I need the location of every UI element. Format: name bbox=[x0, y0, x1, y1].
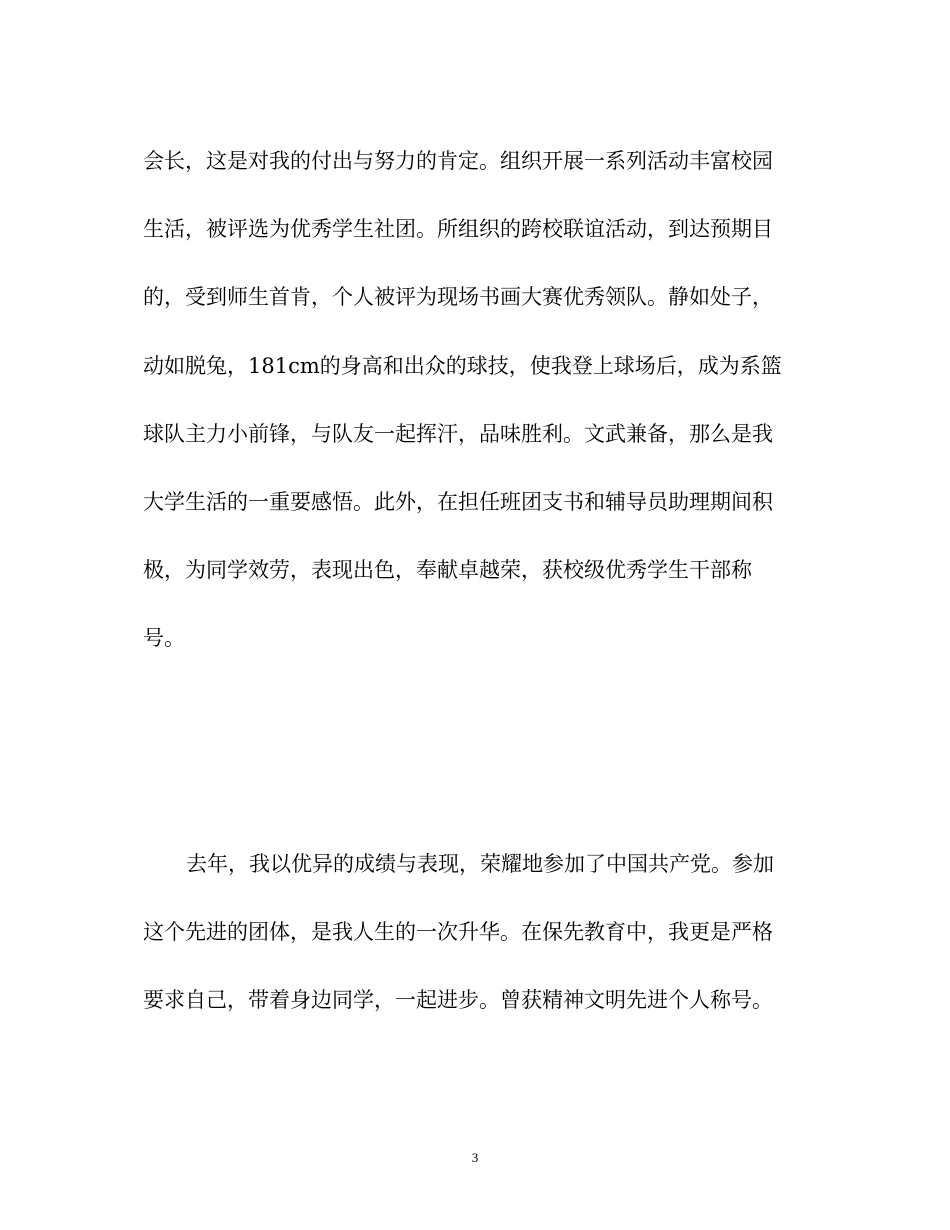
paragraph-line: 这个先进的团体，是我人生的一次升华。在保先教育中，我更是严格 bbox=[143, 920, 773, 944]
paragraph-line: 生活，被评选为优秀学生社团。所组织的跨校联谊活动，到达预期目 bbox=[143, 217, 773, 241]
paragraph-line: 的，受到师生首肯，个人被评为现场书画大赛优秀领队。静如处子， bbox=[143, 285, 773, 309]
paragraph-line: 极，为同学效劳，表现出色，奉献卓越荣，获校级优秀学生干部称 bbox=[143, 558, 752, 582]
paragraph-line: 大学生活的一重要感悟。此外，在担任班团支书和辅导员助理期间积 bbox=[143, 490, 773, 514]
paragraph-line: 会长，这是对我的付出与努力的肯定。组织开展一系列活动丰富校园 bbox=[143, 149, 773, 173]
paragraph-line: 动如脱兔，181cm的身高和出众的球技，使我登上球场后，成为系篮 bbox=[143, 354, 782, 378]
page-number: 3 bbox=[471, 1150, 479, 1165]
paragraph-line: 号。 bbox=[143, 626, 185, 650]
paragraph-line: 球队主力小前锋，与队友一起挥汗，品味胜利。文武兼备，那么是我 bbox=[143, 422, 773, 446]
paragraph-line: 去年，我以优异的成绩与表现，荣耀地参加了中国共产党。参加 bbox=[186, 852, 774, 876]
paragraph-line: 要求自己，带着身边同学，一起进步。曾获精神文明先进个人称号。 bbox=[143, 988, 773, 1012]
